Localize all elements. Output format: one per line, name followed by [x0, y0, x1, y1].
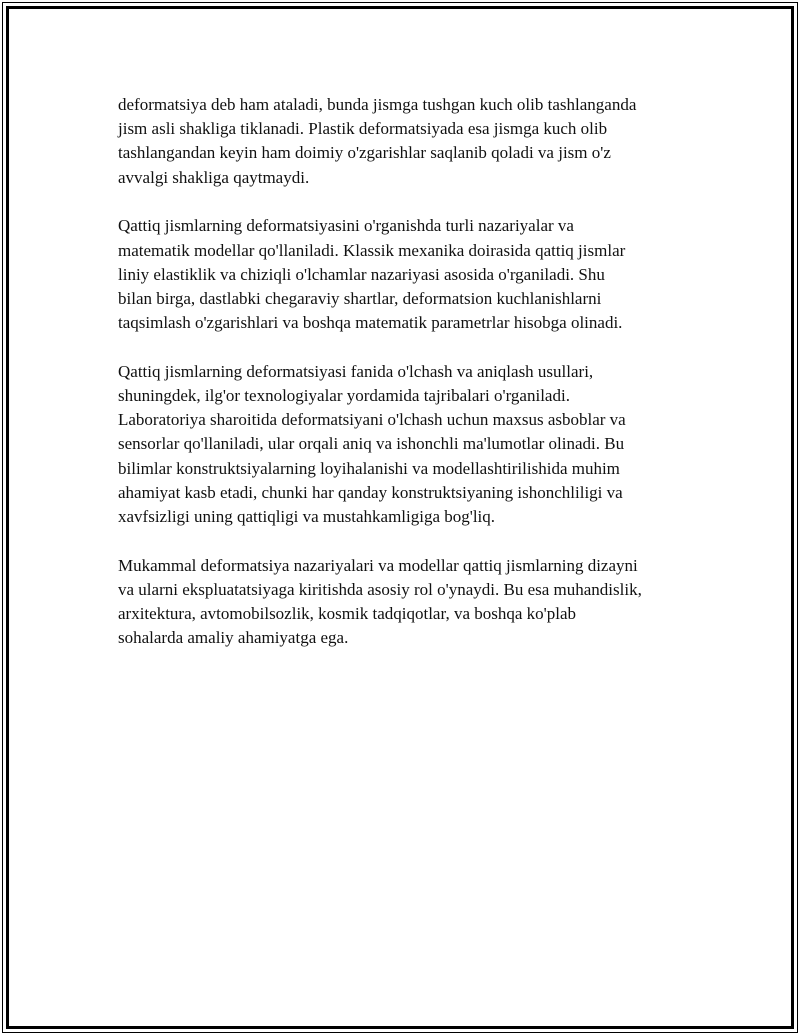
paragraph-4: Mukammal deformatsiya nazariyalari va modellar qattiq jismlarning dizayni va ularni ekspluatatsiyaga kiritishda asosiy rol o'ynaydi. Bu esa muhandislik, arxitektura, avtomobilsozlik, kosmik tadqiqotlar, va boshqa ko'plab sohalarda amaliy ahamiyatga ega.	[118, 555, 642, 648]
paragraph-2: Qattiq jismlarning deformatsiyasini o'rganishda turli nazariyalar va matematik modellar qo'llaniladi. Klassik mexanika doirasida qattiq jismlar liniy elastiklik va chiziqli o'lchamlar nazariyasi asosida o'rganiladi. Shu bilan birga, dastlabki chegaraviy shartlar, deformatsion kuchlanishlarni taqsimlash o'zgarishlari va boshqa matematik parametrlar hisobga olinadi.	[118, 216, 626, 333]
paragraph-1: deformatsiya deb ham ataladi, bunda jismga tushgan kuch olib tashlanganda jism asli shakliga tiklanadi. Plastik deformatsiyada esa jismga kuch olib tashlangandan keyin ham doimiy o'zgarishlar saqlanib qoladi va jism o'z avvalgi shakliga qaytmaydi.	[118, 95, 637, 187]
paragraph-3: Qattiq jismlarning deformatsiyasi fanida o'lchash va aniqlash usullari, shuningdek, ilg'or texnologiyalar yordamida tajribalari o'rganiladi. Laboratoriya sharoitida deformatsiyani o'lchash uchun maxsus asboblar va sensorlar qo'llaniladi, ular orqali aniq va ishonchli ma'lumotlar olinadi. Bu bilimlar konstruktsiyalarning loyihalanishi va modellashtirilishida muhim ahamiyat kasb etadi, chunki har qanday konstruktsiyaning ishonchliligi va xavfsizligi uning qattiqligi va mustahkamligiga bog'liq.	[118, 361, 626, 527]
document-body	[118, 93, 698, 675]
